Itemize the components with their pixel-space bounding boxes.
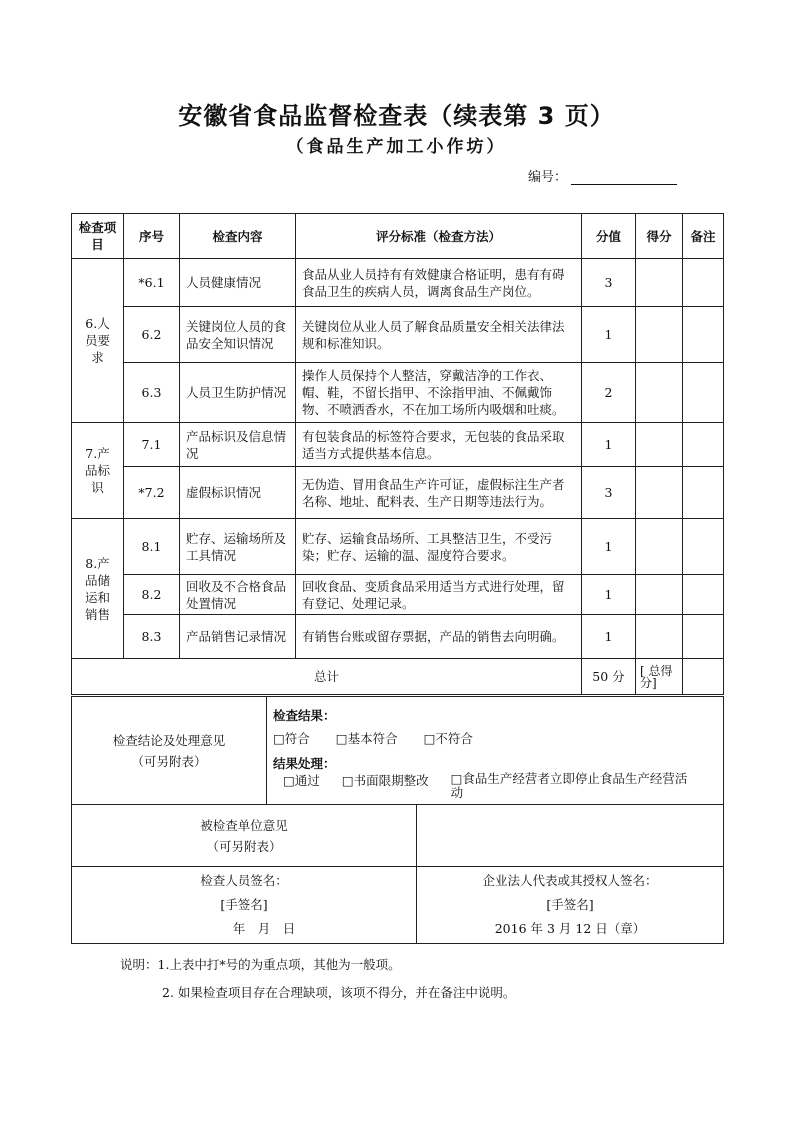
item-remark[interactable] bbox=[683, 423, 724, 467]
result-option-compliant[interactable]: □符合 bbox=[273, 731, 310, 746]
table-row bbox=[72, 615, 724, 659]
inspector-sign[interactable]: [手签名] bbox=[220, 897, 268, 912]
item-standard: 有包装食品的标签符合要求，无包装的食品采取适当方式提供基本信息。 bbox=[296, 423, 582, 467]
item-content: 产品标识及信息情况 bbox=[180, 423, 296, 467]
table-row bbox=[72, 259, 724, 307]
handling-option-stop[interactable]: □食品生产经营者立即停止食品生产经营活动 bbox=[450, 771, 688, 800]
item-obtained[interactable] bbox=[636, 467, 683, 519]
header-remark: 备注 bbox=[683, 214, 724, 259]
item-obtained[interactable] bbox=[636, 363, 683, 423]
item-no: 7.1 bbox=[124, 423, 180, 467]
item-no: 6.3 bbox=[124, 363, 180, 423]
serial-number bbox=[528, 166, 677, 185]
category-cell: 7.产品标识 bbox=[72, 423, 124, 519]
item-score: 1 bbox=[582, 423, 636, 467]
item-standard: 回收食品、变质食品采用适当方式进行处理，留有登记、处理记录。 bbox=[296, 575, 582, 615]
note-2: 2. 如果检查项目存在合理缺项，该项不得分，并在备注中说明。 bbox=[162, 985, 516, 1000]
header-no: 序号 bbox=[124, 214, 180, 259]
item-remark[interactable] bbox=[683, 575, 724, 615]
item-content: 人员卫生防护情况 bbox=[180, 363, 296, 423]
conclusion-sub: （可另附表） bbox=[131, 753, 207, 769]
item-content: 人员健康情况 bbox=[180, 259, 296, 307]
item-content: 贮存、运输场所及工具情况 bbox=[180, 519, 296, 575]
header-obtained: 得分 bbox=[636, 214, 683, 259]
item-content: 关键岗位人员的食品安全知识情况 bbox=[180, 307, 296, 363]
category-cell: 8.产品储运和销售 bbox=[72, 519, 124, 659]
document-title: 安徽省食品监督检查表（续表第 3 页） bbox=[178, 102, 615, 130]
conclusion-row bbox=[72, 697, 724, 805]
inspected-unit-label: 被检查单位意见 bbox=[200, 817, 288, 833]
item-no: 6.2 bbox=[124, 307, 180, 363]
item-obtained[interactable] bbox=[636, 575, 683, 615]
item-content: 虚假标识情况 bbox=[180, 467, 296, 519]
serial-label: 编号： bbox=[528, 170, 568, 185]
item-score: 1 bbox=[582, 615, 636, 659]
item-obtained[interactable] bbox=[636, 615, 683, 659]
item-standard: 有销售台账或留存票据，产品的销售去向明确。 bbox=[296, 615, 582, 659]
conclusion-table bbox=[71, 696, 724, 944]
item-remark[interactable] bbox=[683, 259, 724, 307]
item-remark[interactable] bbox=[683, 307, 724, 363]
item-score: 2 bbox=[582, 363, 636, 423]
legal-date[interactable]: 2016 年 3 月 12 日（章） bbox=[494, 921, 646, 936]
item-standard: 贮存、运输食品场所、工具整洁卫生，不受污染；贮存、运输的温、湿度符合要求。 bbox=[296, 519, 582, 575]
signature-row bbox=[72, 867, 724, 944]
table-row bbox=[72, 307, 724, 363]
inspector-date[interactable]: 年 月 日 bbox=[232, 921, 296, 936]
conclusion-content-cell bbox=[267, 697, 724, 805]
conclusion-label: 检查结论及处理意见 bbox=[112, 732, 226, 748]
item-standard: 操作人员保持个人整洁，穿戴洁净的工作衣、帽、鞋，不留长指甲、不涂指甲油、不佩戴饰物、不喷洒香水，不在加工场所内吸烟和吐痰。 bbox=[296, 363, 582, 423]
item-obtained[interactable] bbox=[636, 259, 683, 307]
handling-option-rectify[interactable]: □书面限期整改 bbox=[341, 773, 429, 788]
item-content: 产品销售记录情况 bbox=[180, 615, 296, 659]
inspection-table bbox=[71, 213, 724, 695]
header-content: 检查内容 bbox=[180, 214, 296, 259]
item-score: 1 bbox=[582, 307, 636, 363]
total-label: 总计 bbox=[72, 659, 582, 695]
inspected-unit-opinion[interactable] bbox=[417, 805, 724, 867]
total-score: 50 分 bbox=[582, 659, 636, 695]
conclusion-label-cell bbox=[72, 697, 267, 805]
document-subtitle: （食品生产加工小作坊） bbox=[286, 137, 507, 157]
inspector-label: 检查人员签名： bbox=[200, 873, 288, 888]
item-obtained[interactable] bbox=[636, 423, 683, 467]
header-standard: 评分标准（检查方法） bbox=[296, 214, 582, 259]
item-no: 8.2 bbox=[124, 575, 180, 615]
header-category: 检查项目 bbox=[72, 214, 124, 259]
item-score: 3 bbox=[582, 467, 636, 519]
note-1: 说明：1.上表中打*号的为重点项，其他为一般项。 bbox=[120, 957, 401, 972]
inspected-unit-sub: （可另附表） bbox=[206, 838, 282, 854]
table-row bbox=[72, 363, 724, 423]
item-standard: 关键岗位从业人员了解食品质量安全相关法律法规和标准知识。 bbox=[296, 307, 582, 363]
item-remark[interactable] bbox=[683, 615, 724, 659]
item-standard: 食品从业人员持有有效健康合格证明，患有有碍食品卫生的疾病人员，调离食品生产岗位。 bbox=[296, 259, 582, 307]
table-header-row bbox=[72, 214, 724, 259]
result-option-noncompliant[interactable]: □不符合 bbox=[423, 731, 473, 746]
handling-options bbox=[273, 772, 717, 800]
item-standard: 无伪造、冒用食品生产许可证，虚假标注生产者名称、地址、配料表、生产日期等违法行为。 bbox=[296, 467, 582, 519]
result-option-basic[interactable]: □基本符合 bbox=[335, 731, 398, 746]
table-row bbox=[72, 423, 724, 467]
header-score: 分值 bbox=[582, 214, 636, 259]
table-row bbox=[72, 467, 724, 519]
inspected-unit-label-cell bbox=[72, 805, 417, 867]
item-score: 1 bbox=[582, 575, 636, 615]
handling-option-pass[interactable]: □通过 bbox=[283, 773, 320, 788]
item-remark[interactable] bbox=[683, 519, 724, 575]
total-row bbox=[72, 659, 724, 695]
item-score: 1 bbox=[582, 519, 636, 575]
item-no: 8.1 bbox=[124, 519, 180, 575]
result-options bbox=[273, 730, 717, 747]
handling-title: 结果处理： bbox=[273, 756, 336, 771]
inspected-unit-row bbox=[72, 805, 724, 867]
legal-sign[interactable]: [手签名] bbox=[546, 897, 594, 912]
result-title: 检查结果： bbox=[273, 708, 336, 723]
item-obtained[interactable] bbox=[636, 307, 683, 363]
item-no: *7.2 bbox=[124, 467, 180, 519]
item-no: 8.3 bbox=[124, 615, 180, 659]
inspector-signature-cell bbox=[72, 867, 417, 944]
legal-signature-cell bbox=[417, 867, 724, 944]
item-remark[interactable] bbox=[683, 467, 724, 519]
table-row bbox=[72, 575, 724, 615]
item-remark[interactable] bbox=[683, 363, 724, 423]
total-obtained[interactable]: [ 总得分] bbox=[636, 659, 683, 695]
item-score: 3 bbox=[582, 259, 636, 307]
table-row bbox=[72, 519, 724, 575]
item-content: 回收及不合格食品处置情况 bbox=[180, 575, 296, 615]
legal-label: 企业法人代表或其授权人签名： bbox=[482, 873, 658, 888]
category-cell: 6.人员要求 bbox=[72, 259, 124, 423]
item-no: *6.1 bbox=[124, 259, 180, 307]
total-remark[interactable] bbox=[683, 659, 724, 695]
item-obtained[interactable] bbox=[636, 519, 683, 575]
serial-input[interactable] bbox=[571, 172, 677, 185]
